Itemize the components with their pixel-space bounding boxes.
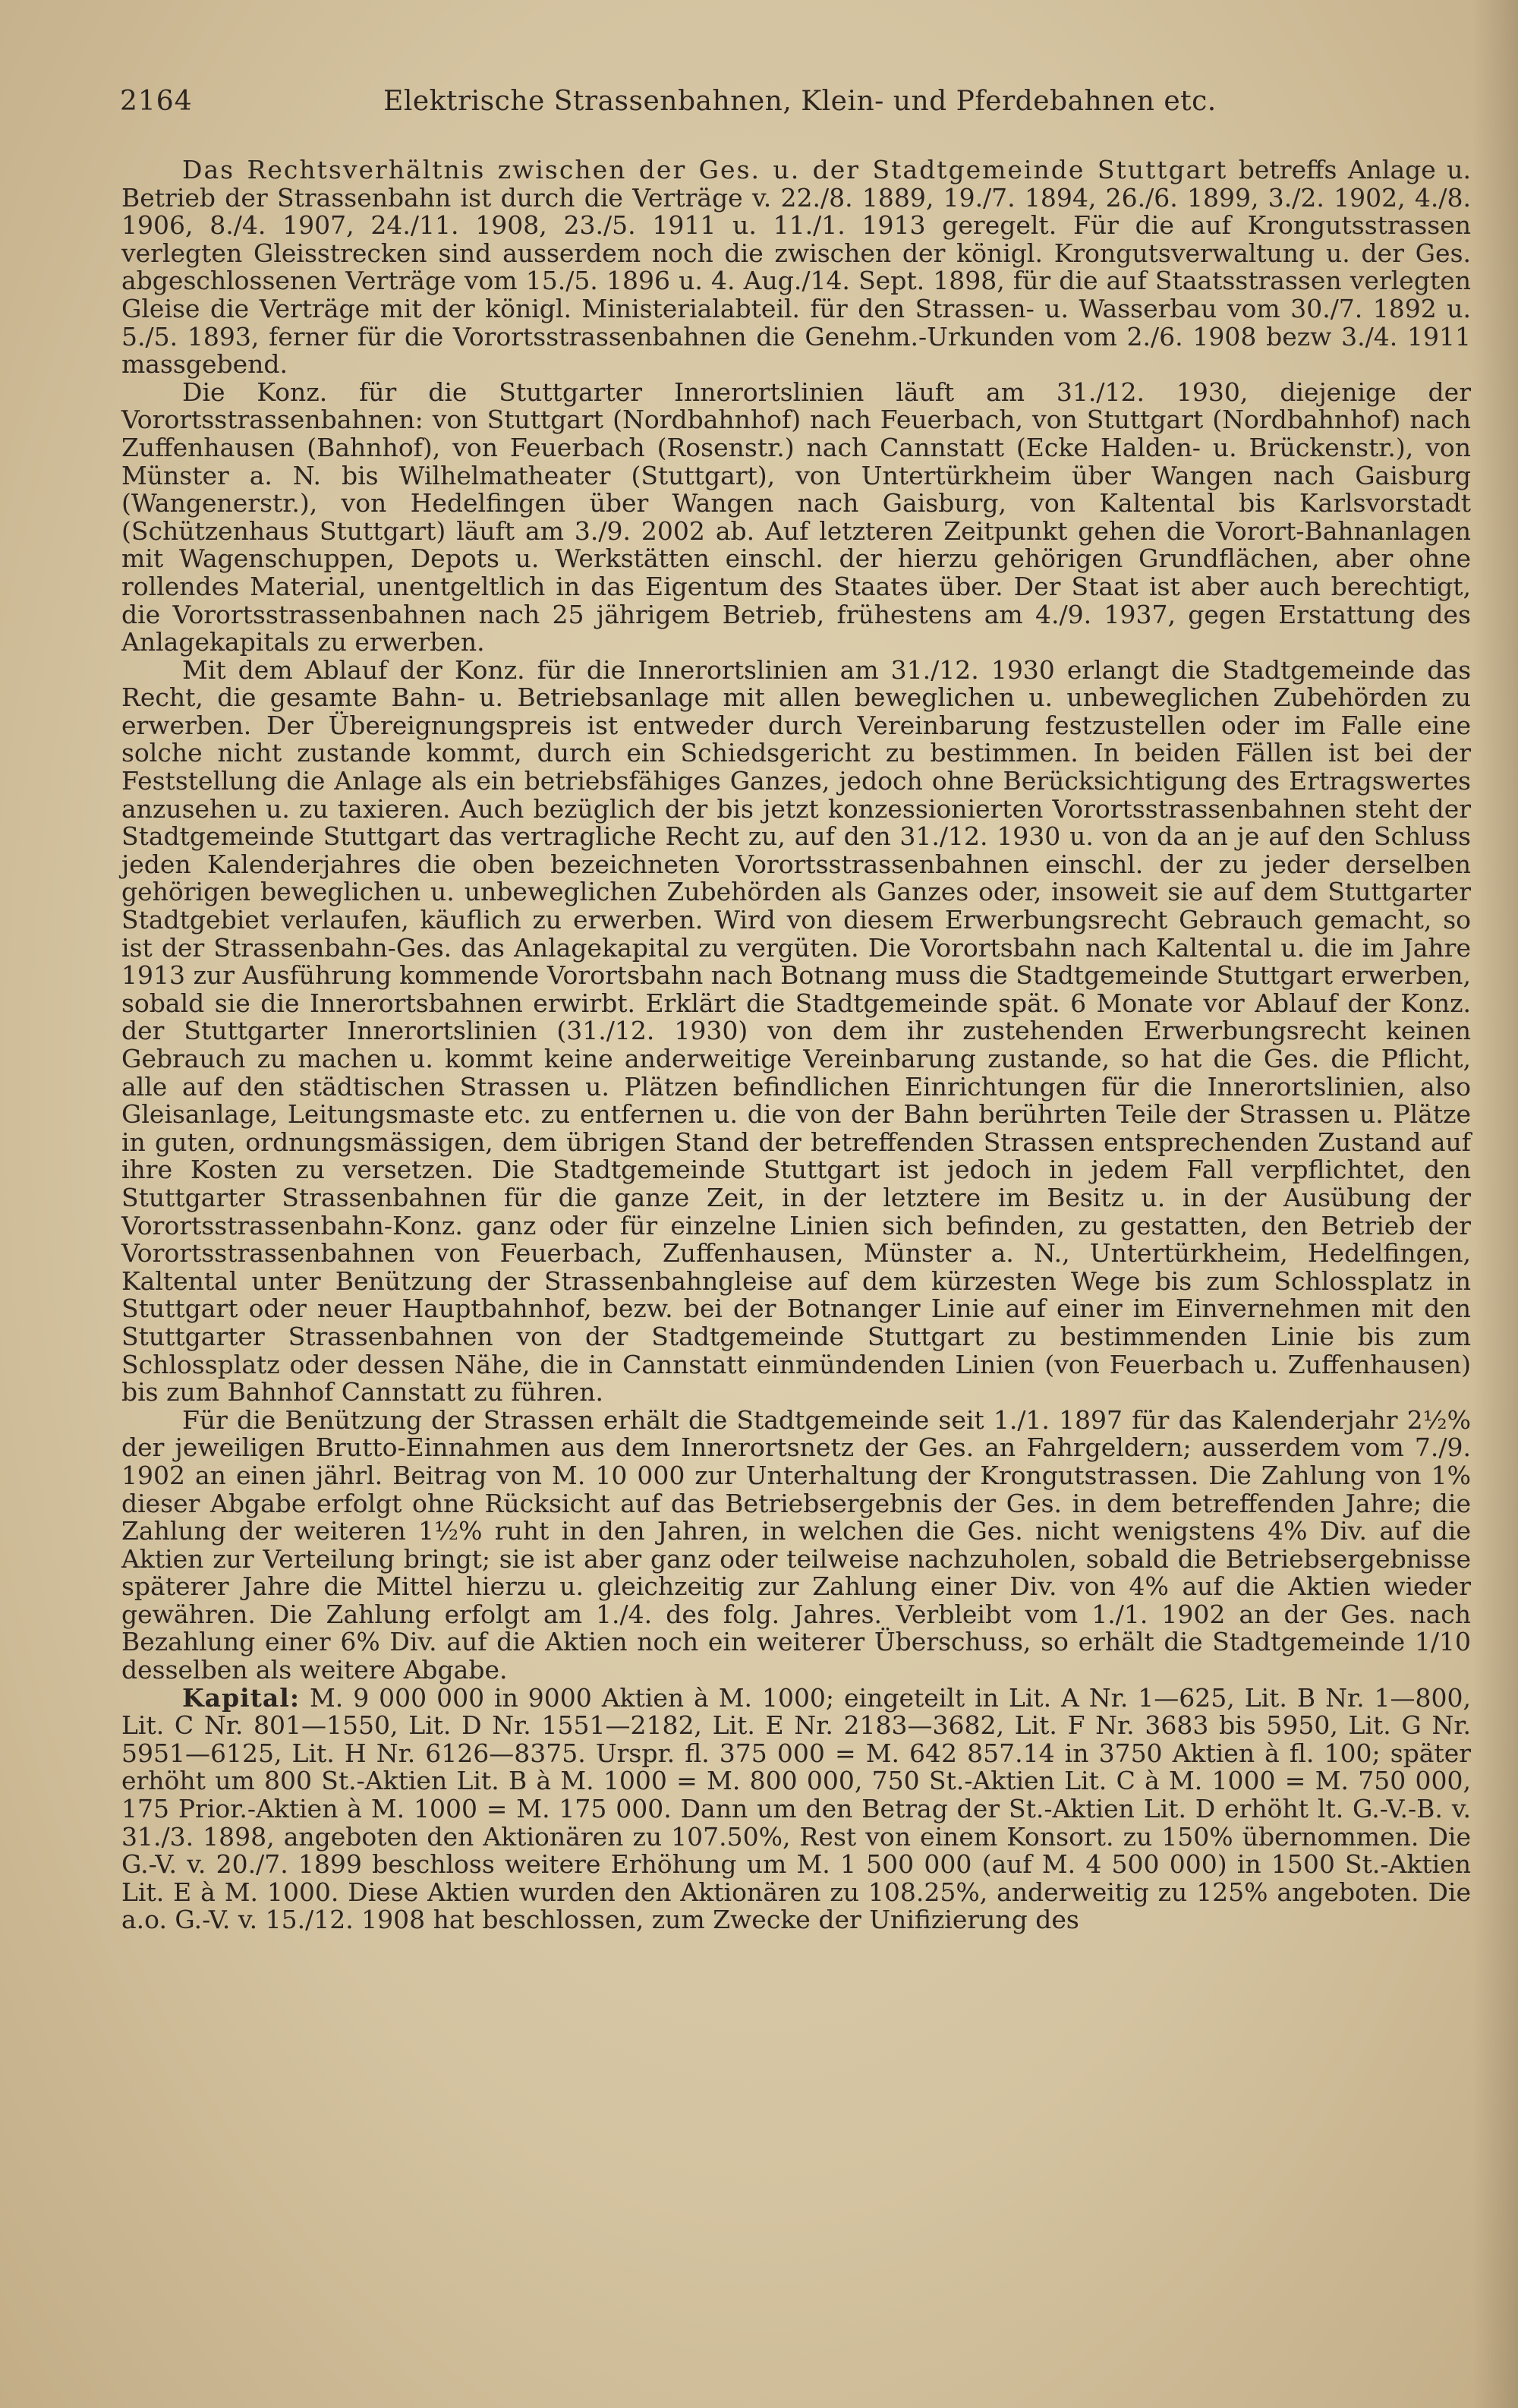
page-number: 2164 bbox=[120, 86, 193, 117]
paragraph-text: betreffs Anlage u. Betrieb der Strassenbahn ist durch die Verträge v. 22./8. 1889, 19./7. 1894, 26./6. 1899, 3./2. 1902, 4./8. 1906, 8./4. 1907, 24./11. 1908, 23./5. 1911 u. 11./1. 1913 geregelt. Für die auf Krongutsstrassen verlegten Gleisstrecken sind ausserdem noch die zwischen der königl. Krongutsverwaltung u. der Ges. abgeschlossenen Verträge vom 15./5. 1896 u. 4. Aug./14. Sept. 1898, für die auf Staatsstrassen verlegten Gleise die Verträge mit der königl. Ministerialabteil. für den Strassen- u. Wasserbau vom 30./7. 1892 u. 5./5. 1893, ferner für die Vorortsstrassenbahnen die Genehm.-Urkunden vom 2./6. 1908 bezw 3./4. 1911 massgebend. bbox=[121, 155, 1471, 380]
paragraph-rechtsverhaeltnis bbox=[121, 156, 1471, 379]
body-text bbox=[121, 156, 1471, 1934]
paragraph-konzession bbox=[121, 379, 1471, 657]
page-edge-shadow bbox=[1472, 0, 1518, 2408]
paragraph-erwerbsrecht bbox=[121, 654, 1471, 1407]
running-title: Elektrische Strassenbahnen, Klein- und Pferdebahnen etc. bbox=[383, 86, 1217, 117]
paragraph-text: Die Konz. für die Stuttgarter Innerortslinien läuft am 31./12. 1930, diejenige der Vorortsstrassenbahnen: von Stuttgart (Nordbahnhof) nach Feuerbach, von Stuttgart (Nordbahnhof) nach Zuffenhausen (Bahnhof), von Feuerbach (Rosenstr.) nach Cannstatt (Ecke Halden- u. Brückenstr.), von Münster a. N. bis Wilhelmatheater (Stuttgart), von Untertürkheim über Wangen nach Gaisburg (Wangenerstr.), von Hedelfingen über Wangen nach Gaisburg, von Kaltental bis Karlsvorstadt (Schützenhaus Stuttgart) läuft am 3./9. 2002 ab. Auf letzteren Zeitpunkt gehen die Vorort-Bahnanlagen mit Wagenschuppen, Depots u. Werkstätten einschl. der hierzu gehörigen Grundflächen, aber ohne rollendes Material, unentgeltlich in das Eigentum des Staates über. Der Staat ist aber auch berechtigt, die Vorortsstrassenbahnen nach 25 jährigem Betrieb, frühestens am 4./9. 1937, gegen Erstattung des Anlagekapitals zu erwerben. bbox=[121, 377, 1471, 657]
kapital-label: Kapital: bbox=[182, 1682, 301, 1713]
page-header bbox=[120, 85, 1471, 118]
paragraph-strassenbenuetzung bbox=[121, 1404, 1471, 1685]
paragraph-text: Für die Benützung der Strassen erhält die Stadtgemeinde seit 1./1. 1897 für das Kalenderjahr 2½% der jeweiligen Brutto-Einnahmen aus dem Innerortsnetz der Ges. an Fahrgeldern; ausserdem vom 7./9. 1902 an einen jährl. Beitrag von M. 10 000 zur Unterhaltung der Krongutstrassen. Die Zahlung von 1% dieser Abgabe erfolgt ohne Rücksicht auf das Betriebsergebnis der Ges. in dem betreffenden Jahre; die Zahlung der weiteren 1½% ruht in den Jahren, in welchen die Ges. nicht wenigstens 4% Div. auf die Aktien zur Verteilung bringt; sie ist aber ganz oder teilweise nachzuholen, sobald die Betriebsergebnisse späterer Jahre die Mittel hierzu u. gleichzeitig zur Zahlung einer Div. von 4% auf die Aktien wieder gewähren. Die Zahlung erfolgt am 1./4. des folg. Jahres. Verbleibt vom 1./1. 1902 an der Ges. nach Bezahlung einer 6% Div. auf die Aktien noch ein weiterer Überschuss, so erhält die Stadtgemeinde 1/10 desselben als weitere Abgabe. bbox=[121, 1404, 1471, 1685]
paragraph-kapital bbox=[121, 1682, 1471, 1935]
paragraph-text: M. 9 000 000 in 9000 Aktien à M. 1000; eingeteilt in Lit. A Nr. 1—625, Lit. B Nr. 1—800, Lit. C Nr. 801—1550, Lit. D Nr. 1551—2182, Lit. E Nr. 2183—3682, Lit. F Nr. 3683 bis 5950, Lit. G Nr. 5951—6125, Lit. H Nr. 6126—8375. Urspr. fl. 375 000 = M. 642 857.14 in 3750 Aktien à fl. 100; später erhöht um 800 St.-Aktien Lit. B à M. 1000 = M. 800 000, 750 St.-Aktien Lit. C à M. 1000 = M. 750 000, 175 Prior.-Aktien à M. 1000 = M. 175 000. Dann um den Betrag der St.-Aktien Lit. D erhöht lt. G.-V.-B. v. 31./3. 1898, angeboten den Aktionären zu 107.50%, Rest von einem Konsort. zu 150% übernommen. Die G.-V. v. 20./7. 1899 beschloss weitere Erhöhung um M. 1 500 000 (auf M. 4 500 000) in 1500 St.-Aktien Lit. E à M. 1000. Diese Aktien wurden den Aktionären zu 108.25%, anderweitig zu 125% angeboten. Die a.o. G.-V. v. 15./12. 1908 hat beschlossen, zum Zwecke der Unifizierung des bbox=[121, 1682, 1471, 1935]
paragraph-text: Mit dem Ablauf der Konz. für die Innerortslinien am 31./12. 1930 erlangt die Stadtgemeinde das Recht, die gesamte Bahn- u. Betriebsanlage mit allen beweglichen u. unbeweglichen Zubehörden zu erwerben. Der Übereignungspreis ist entweder durch Vereinbarung festzustellen oder im Falle eine solche nicht zustande kommt, durch ein Schiedsgericht zu bestimmen. In beiden Fällen ist bei der Feststellung die Anlage als ein betriebsfähiges Ganzes, jedoch ohne Berücksichtigung des Ertragswertes anzusehen u. zu taxieren. Auch bezüglich der bis jetzt konzessionierten Vorortsstrassenbahnen steht der Stadtgemeinde Stuttgart das vertragliche Recht zu, auf den 31./12. 1930 u. von da an je auf den Schluss jeden Kalenderjahres die oben bezeichneten Vorortsstrassenbahnen einschl. der zu jeder derselben gehörigen beweglichen u. unbeweglichen Zubehörden als Ganzes oder, insoweit sie auf dem Stuttgarter Stadtgebiet verlaufen, käuflich zu erwerben. Wird von diesem Erwerbungsrecht Gebrauch gemacht, so ist der Strassenbahn-Ges. das Anlagekapital zu vergüten. Die Vorortsbahn nach Kaltental u. die im Jahre 1913 zur Ausführung kommende Vorortsbahn nach Botnang muss die Stadtgemeinde Stuttgart erwerben, sobald sie die Innerortsbahnen erwirbt. Erklärt die Stadtgemeinde spät. 6 Monate vor Ablauf der Konz. der Stuttgarter Innerortslinien (31./12. 1930) von dem ihr zustehenden Erwerbungsrecht keinen Gebrauch zu machen u. kommt keine anderweitige Vereinbarung zustande, so hat die Ges. die Pflicht, alle auf den städtischen Strassen u. Plätzen befindlichen Einrichtungen für die Innerortslinien, also Gleisanlage, Leitungsmaste etc. zu entfernen u. die von der Bahn berührten Teile der Strassen u. Plätze in guten, ordnungsmässigen, dem übrigen Stand der betreffenden Strassen entsprechenden Zustand auf ihre Kosten zu versetzen. Die Stadtgemeinde Stuttgart ist jedoch in jedem Fall verpflichtet, den Stuttgarter Strassenbahnen für die ganze Zeit, in der letztere im Besitz u. in der Ausübung der Vorortsstrassenbahn-Konz. ganz oder für einzelne Linien sich befinden, zu gestatten, den Betrieb der Vorortsstrassenbahnen von Feuerbach, Zuffenhausen, Münster a. N., Untertürkheim, Hedelfingen, Kaltental unter Benützung der Strassenbahngleise auf dem kürzesten Wege bis zum Schlossplatz in Stuttgart oder neuer Hauptbahnhof, bezw. bei der Botnanger Linie auf einer im Einvernehmen mit den Stuttgarter Strassenbahnen von der Stadtgemeinde Stuttgart zu bestimmenden Linie bis zum Schlossplatz oder dessen Nähe, die in Cannstatt einmündenden Linien (von Feuerbach u. Zuffenhausen) bis zum Bahnhof Cannstatt zu führen. bbox=[121, 654, 1471, 1407]
paragraph-lead: Das Rechtsverhältnis zwischen der Ges. u. der Stadtgemeinde Stuttgart bbox=[182, 155, 1228, 184]
